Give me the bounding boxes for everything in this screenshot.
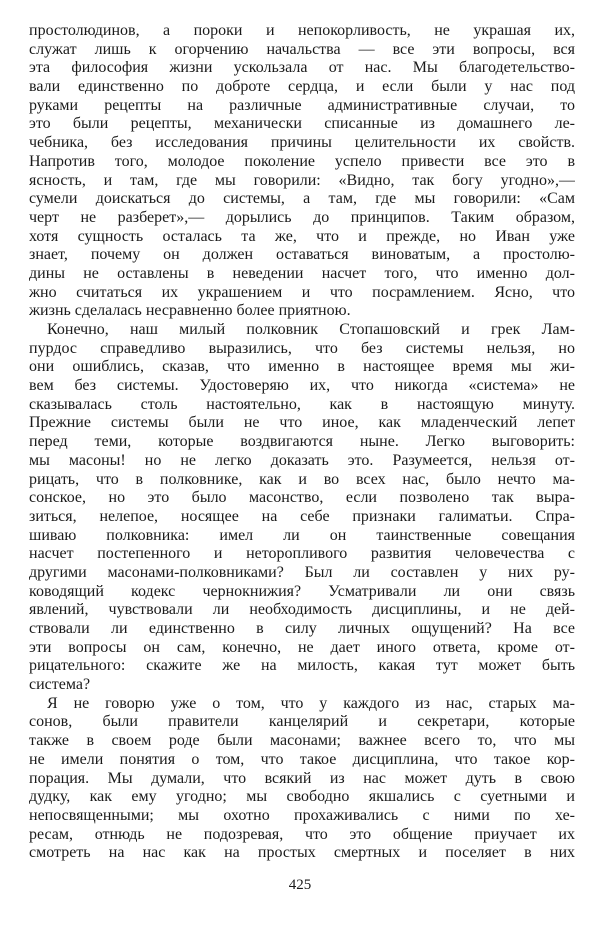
text-line: Прежние системы были не что иное, как младенческий лепет — [29, 414, 575, 432]
text-line: рицательного: скажите же на милость, какая тут может быть — [29, 657, 575, 675]
text-line: смотреть на нас как на простых смертных и поселяет в них — [29, 844, 575, 862]
text-line: вали единственно по доброте сердца, и если были у нас под — [29, 78, 575, 96]
text-line: также в своем роде были масонами; важнее всего то, что мы — [29, 732, 575, 750]
text-line: порация. Мы думали, что всякий из нас может дуть в свою — [29, 769, 575, 787]
text-line: сонское, но это было масонство, если позволено так выра- — [29, 489, 575, 507]
text-line: шиваю полковника: имел ли он таинственные совещания — [29, 526, 575, 544]
text-line: хотя сущность осталась та же, что и прежде, но Иван уже — [29, 227, 575, 245]
page-number: 425 — [288, 877, 312, 893]
text-line: жно считаться их украшением и что посрамлением. Ясно, что — [29, 283, 575, 301]
text-line: ясность, и там, где мы говорили: «Видно, так богу угодно»,— — [29, 171, 575, 189]
text-line: ствовали ли единственно в силу личных ощущений? На все — [29, 620, 575, 637]
text-line: вем без системы. Удостоверяю их, что никогда «система» не — [29, 377, 575, 395]
text-line: система? — [29, 676, 91, 694]
text-line: непосвященными; мы охотно прохаживались с ними по хе- — [29, 806, 575, 824]
text-line: зиться, нелепое, носящее на себе признаки галиматьи. Спра- — [29, 507, 575, 525]
text-line: сказывалась столь настоятельно, как в настоящую минуту. — [29, 395, 575, 413]
text-line: другими масонами-полковниками? Был ли составлен у них ру- — [29, 563, 575, 581]
text-line: эта философия жизни ускользала от нас. Мы благодетельство- — [29, 59, 575, 77]
text-line: перед теми, которые воздвигаются ныне. Легко выговорить: — [29, 433, 575, 451]
text-line: знает, почему он должен оставаться виноватым, а простолю- — [29, 246, 575, 264]
text-line: Напротив того, молодое поколение успело привести все это в — [29, 152, 575, 170]
text-line: Конечно, наш милый полковник Стопашовский и грек Лам- — [47, 321, 575, 338]
text-line: явлений, чувствовали ли необходимость дисциплины, и не дей- — [29, 601, 575, 619]
text-line: эти вопросы он сам, конечно, не дает иного ответа, кроме от- — [29, 638, 575, 656]
text-line: служат лишь к огорчению начальства — все эти вопросы, вся — [29, 40, 575, 58]
text-line: ководящий кодекс чернокнижия? Усматривали ли они связь — [29, 582, 575, 600]
text-line: не имели понятия о том, что такое дисциплина, что такое кор- — [29, 750, 575, 768]
text-line: сонов, были правители канцелярий и секретари, которые — [29, 713, 575, 731]
text-line: простолюдинов, а пороки и непокорливость, не украшая их, — [29, 22, 575, 39]
text-line: дины не оставлены в неведении насчет того, что именно дол- — [29, 264, 575, 282]
text-line: Я не говорю уже о том, что у каждого из нас, старых ма- — [47, 694, 575, 712]
text-line: ресам, отнюдь не подозревая, что это общение приучает их — [29, 825, 575, 843]
text-line: чебника, без исследования причины целительности их свойств. — [29, 134, 575, 152]
text-line: это были рецепты, механически списанные из домашнего ле- — [29, 115, 575, 133]
text-line: черт не разберет»,— дорылись до принципов. Таким образом, — [29, 208, 575, 226]
text-line: жизнь сделалась несравненно более приятною. — [29, 302, 351, 320]
text-line: руками рецепты на различные административные случаи, то — [29, 96, 575, 114]
text-line: сумели доискаться до системы, а там, где мы говорили: «Сам — [29, 190, 575, 208]
text-line: дудку, как ему угодно; мы свободно якшались с суетными и — [29, 788, 575, 806]
text-line: они ошиблись, сказав, что именно в настоящее время мы жи- — [29, 358, 575, 376]
text-line: насчет постепенного и неторопливого развития человечества с — [29, 545, 575, 563]
page-text — [29, 22, 575, 863]
text-line: мы масоны! но не легко доказать это. Разумеется, нельзя от- — [29, 451, 575, 469]
text-line: рицать, что в полковнике, как и во всех нас, было нечто ма- — [29, 470, 575, 488]
text-line: пурдос справедливо выразились, что без системы нельзя, но — [29, 339, 575, 357]
